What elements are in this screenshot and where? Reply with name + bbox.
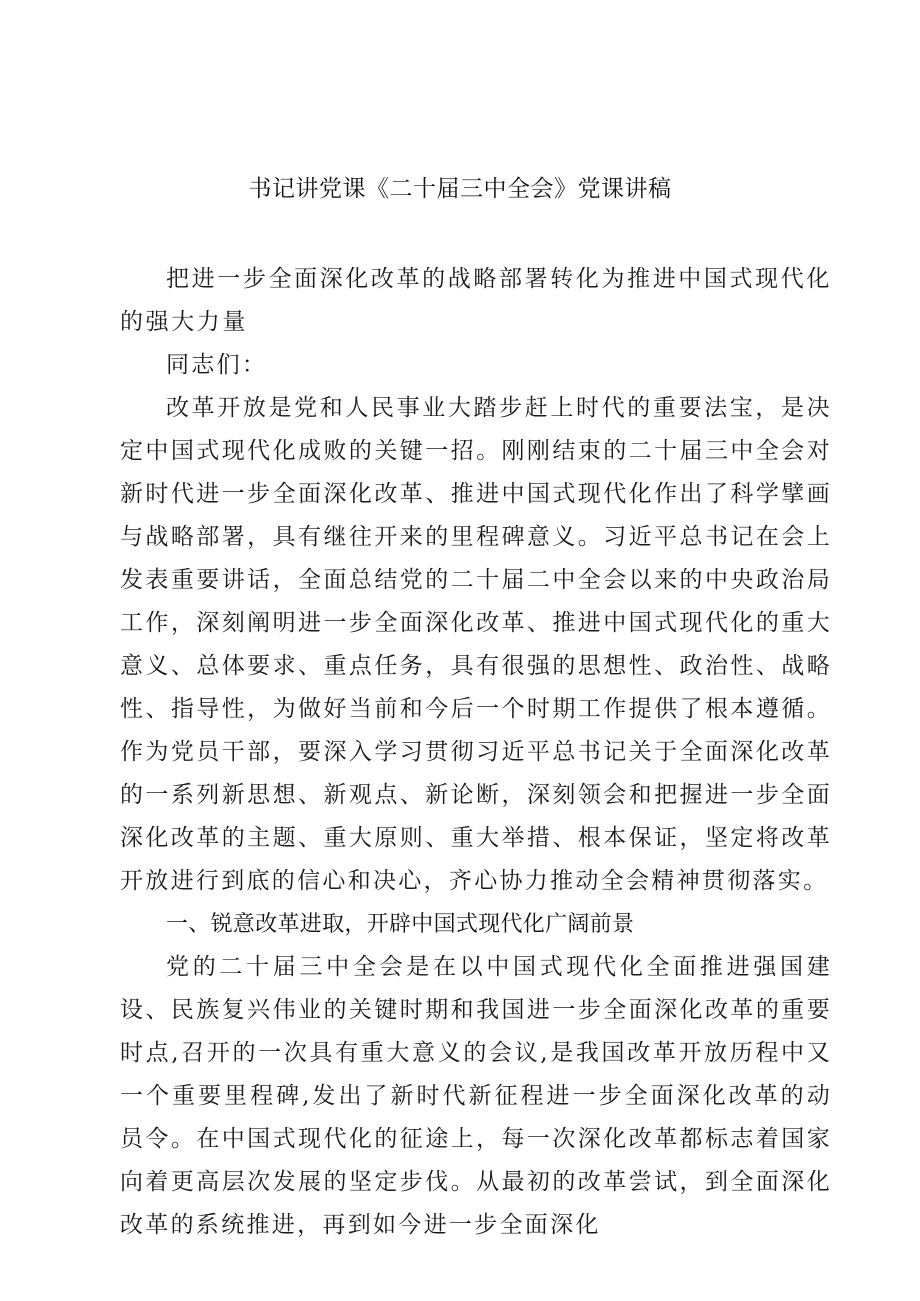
speech-subtitle: 把进一步全面深化改革的战略部署转化为推进中国式现代化的强大力量	[120, 266, 832, 335]
document-title: 书记讲党课《二十届三中全会》党课讲稿	[248, 176, 672, 202]
greeting: 同志们：	[166, 352, 268, 378]
document-body	[120, 258, 832, 1247]
paragraph-intro: 改革开放是党和人民事业大踏步赶上时代的重要法宝，是决定中国式现代化成败的关键一招。刚刚结束的二十届三中全会对新时代进一步全面深化改革、推进中国式现代化作出了科学擘画与战略部署，具有继往开来的里程碑意义。习近平总书记在会上发表重要讲话，全面总结党的二十届二中全会以来的中央政治局工作，深刻阐明进一步全面深化改革、推进中国式现代化的重大意义、总体要求、重点任务，具有很强的思想性、政治性、战略性、指导性，为做好当前和今后一个时期工作提供了根本遵循。作为党员干部，要深入学习贯彻习近平总书记关于全面深化改革的一系列新思想、新观点、新论断，深刻领会和把握进一步全面深化改革的主题、重大原则、重大举措、根本保证，坚定将改革开放进行到底的信心和决心，齐心协力推动全会精神贯彻落实。	[120, 395, 832, 894]
paragraph-section-1: 党的二十届三中全会是在以中国式现代化全面推进强国建设、民族复兴伟业的关键时期和我国进一步全面深化改革的重要时点,召开的一次具有重大意义的会议,是我国改革开放历程中又一个重要里程碑,发出了新时代新征程进一步全面深化改革的动员令。在中国式现代化的征途上，每一次深化改革都标志着国家向着更高层次发展的坚定步伐。从最初的改革尝试，到全面深化改革的系统推进，再到如今进一步全面深化	[120, 954, 832, 1238]
section-heading-1: 一、锐意改革进取，开辟中国式现代化广阔前景	[166, 912, 635, 937]
